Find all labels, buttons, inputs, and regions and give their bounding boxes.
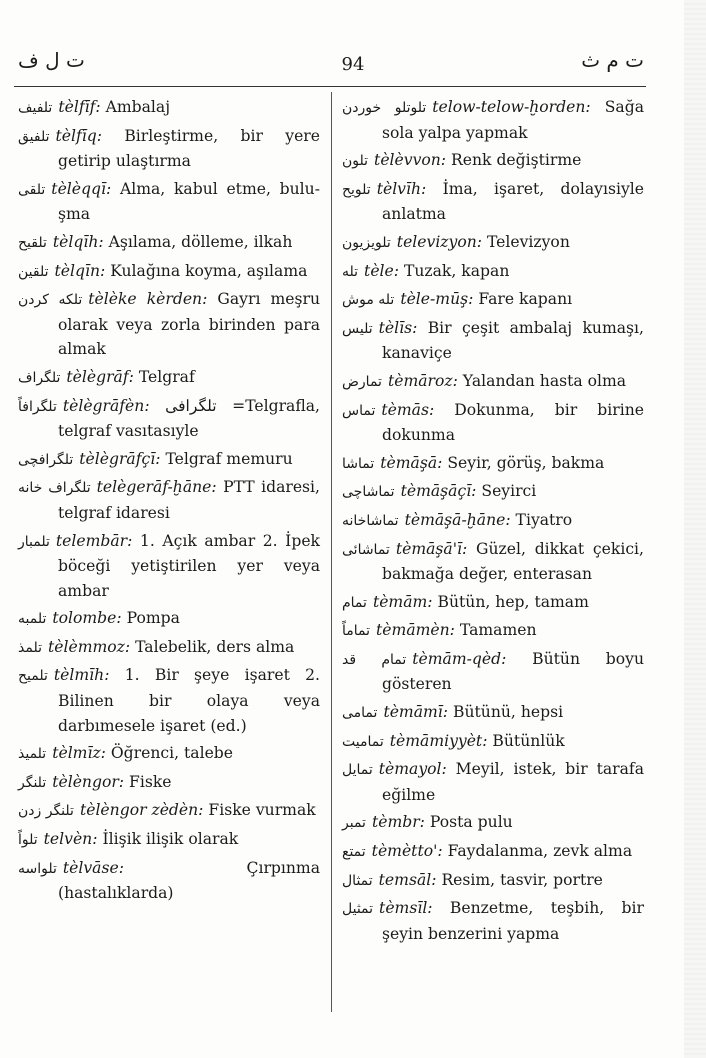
entry-definition: Telgraf memuru: [160, 449, 293, 468]
entry-arabic-script: تلفيق: [18, 128, 50, 145]
entry-arabic-script: تلون: [342, 153, 369, 170]
entry-definition: İlişik ilişik olarak: [97, 830, 239, 849]
entry-definition: Birleştirme, bir yere getirip ulaştırma: [58, 126, 320, 171]
entry-arabic-script: تمامى: [342, 705, 378, 722]
entry-headword: tèlèvvon:: [374, 151, 447, 170]
entry-definition: Fiske: [124, 772, 172, 791]
entry-definition: Pompa: [121, 609, 180, 628]
entry-headword: tèmāşā:: [380, 453, 443, 472]
entry-headword: tèlvāse:: [62, 858, 124, 877]
entry-arabic-script: تمام قد: [342, 651, 407, 668]
entry-arabic-script: تماس: [342, 402, 376, 419]
entry-arabic-script: تمايل: [342, 762, 373, 779]
entry-arabic-script: تلگرافچى: [18, 451, 74, 468]
dictionary-entry: [342, 177, 644, 227]
entry-headword: tèmās:: [381, 400, 435, 419]
dictionary-entry: [18, 529, 320, 604]
entry-headword: temsāl:: [378, 870, 437, 889]
entry-arabic-script: تلگراف خانه: [18, 480, 91, 497]
entry-headword: tolombe:: [52, 609, 122, 628]
entry-definition: 1. Açık ambar 2. İpek böceği yetiştirilen yer veya ambar: [58, 531, 320, 600]
entry-definition: Posta pulu: [424, 813, 513, 832]
entry-definition: Öğrenci, talebe: [105, 744, 234, 763]
entry-definition: Dokunma, bir birine dokunma: [382, 400, 644, 445]
entry-headword: telègerāf-ḫāne:: [96, 478, 217, 497]
dictionary-entry: [18, 663, 320, 738]
entry-headword: tèmāmiyyèt:: [389, 731, 488, 750]
entry-headword: televizyon:: [396, 232, 483, 251]
entry-definition: Güzel, dikkat çekici, bakmağa değer, enterasan: [382, 539, 644, 584]
entry-headword: tèlīs:: [378, 318, 418, 337]
dictionary-entry: [18, 230, 320, 256]
header-left-letters: ت ل ف: [18, 48, 85, 72]
dictionary-entry: [18, 856, 320, 906]
entry-headword: tèlmīz:: [52, 744, 106, 763]
header-right-letters: ت م ث: [581, 48, 644, 72]
entry-arabic-script: تمثال: [342, 872, 373, 889]
dictionary-entry: [342, 148, 644, 174]
entry-definition: Aşılama, dölleme, ilkah: [103, 232, 293, 251]
dictionary-entry: [18, 741, 320, 767]
entry-arabic-script: تلويزيون: [342, 234, 391, 251]
dictionary-entry: [342, 700, 644, 726]
entry-arabic-script: تله موش: [342, 292, 395, 309]
entry-definition: 1. Bir şeye işaret 2. Bilinen bir olaya veya darbımesele işaret (ed.): [58, 666, 320, 735]
entry-headword: tèmètto':: [371, 842, 443, 861]
entry-definition: Bütün boyu gösteren: [382, 649, 644, 694]
dictionary-entry: [342, 369, 644, 395]
dictionary-entry: [18, 475, 320, 525]
entry-headword: tèlègrāf:: [66, 367, 134, 386]
entry-arabic-script: تلويح: [342, 181, 371, 198]
entry-arabic-script: تلواً: [18, 832, 38, 849]
entry-arabic-script: تمارض: [342, 373, 382, 390]
dictionary-entry: [342, 618, 644, 644]
dictionary-entry: [18, 770, 320, 796]
entry-definition: Fiske vurmak: [203, 801, 316, 820]
entry-definition: Renk değiştirme: [446, 151, 582, 170]
dictionary-entry: [18, 95, 320, 121]
entry-arabic-script: تلنگر زدن: [18, 803, 74, 820]
entry-definition: Bütünü, hepsi: [448, 703, 564, 722]
dictionary-entry: [18, 394, 320, 444]
entry-definition: Yalandan hasta olma: [457, 371, 627, 390]
entry-headword: tèlèke kèrden:: [88, 290, 208, 309]
entry-headword: tèlmīh:: [53, 666, 110, 685]
dictionary-entry: [342, 868, 644, 894]
page-edge: [684, 0, 706, 1058]
entry-arabic-script: تلمبار: [18, 533, 50, 550]
entry-definition: Gayrı meşru olarak veya zorla birinden para almak: [58, 290, 321, 359]
dictionary-entry: [18, 606, 320, 632]
entry-arabic-script: تلقى: [18, 181, 46, 198]
dictionary-entry: [342, 810, 644, 836]
entry-arabic-script: تمام: [342, 594, 367, 611]
entry-arabic-script: تلقيح: [18, 234, 47, 251]
entry-definition: Sağa sola yalpa yapmak: [382, 98, 645, 142]
entry-definition: Benzetme, teşbih, bir şeyin benzerini yapma: [382, 899, 644, 943]
dictionary-entry: [342, 451, 644, 477]
entry-headword: tèmāşāçī:: [400, 482, 477, 501]
entry-definition: Televizyon: [482, 232, 570, 251]
entry-headword: tèmāmèn:: [376, 621, 455, 640]
entry-headword: tèlfīq:: [55, 126, 102, 145]
entry-headword: tèlèqqī:: [51, 179, 112, 198]
entry-arabic-script: تلميح: [18, 668, 48, 685]
entry-arabic-script: تلفيف: [18, 100, 53, 116]
entry-definition: Kulağına koyma, aşılama: [105, 261, 308, 280]
entry-headword: tèlfīf:: [58, 98, 101, 116]
entry-headword: telow-telow-ḫorden:: [432, 98, 591, 116]
entry-headword: tèmsīl:: [379, 899, 433, 918]
dictionary-entry: [342, 729, 644, 755]
entry-headword: tèlèmmoz:: [47, 637, 131, 656]
dictionary-entry: [342, 259, 644, 285]
dictionary-entry: [342, 479, 644, 505]
entry-headword: tèlègrāfèn:: [62, 396, 150, 415]
dictionary-entry: [18, 259, 320, 285]
entry-definition: Bütünlük: [487, 731, 565, 750]
entry-arabic-script: تماشا: [342, 455, 375, 472]
entry-arabic-script: تماميت: [342, 733, 384, 750]
column-divider: [331, 92, 332, 1012]
dictionary-entry: [18, 447, 320, 473]
entry-headword: tèmayol:: [378, 760, 447, 779]
entry-arabic-script: تلميذ: [18, 746, 47, 763]
entry-arabic-script: تله: [342, 263, 359, 280]
entry-headword: tèlqīh:: [52, 232, 104, 251]
entry-arabic-script: تلمبه: [18, 611, 47, 628]
entry-arabic-script: تلگراف: [18, 369, 61, 386]
entry-arabic-script: تماماً: [342, 623, 371, 640]
dictionary-entry: [18, 798, 320, 824]
entry-arabic-script: تلگرافاً: [18, 398, 57, 415]
entry-definition: Bir çeşit ambalaj kumaşı, kanaviçe: [382, 318, 644, 363]
entry-headword: telembār:: [55, 531, 133, 550]
entry-headword: tèlègrāfçī:: [79, 449, 161, 468]
entry-headword: tèlèngor zèdèn:: [79, 801, 204, 820]
entry-definition: Alma, kabul etme, buluşma: [58, 179, 320, 224]
dictionary-entry: [18, 827, 320, 853]
entry-headword: tèmbr:: [371, 813, 425, 832]
entry-definition: تلگرافى =Telgrafla, telgraf vasıtasıyle: [58, 396, 320, 441]
header-rule: [14, 86, 646, 87]
dictionary-entry: [18, 635, 320, 661]
dictionary-entry: [342, 537, 644, 587]
entry-arabic-script: تلمذ: [18, 639, 42, 656]
dictionary-entry: [342, 896, 644, 946]
dictionary-entry: [342, 398, 644, 448]
dictionary-entry: [18, 287, 320, 362]
entry-definition: Seyir, görüş, bakma: [442, 453, 605, 472]
entry-arabic-script: تلوتلو خوردن: [342, 100, 427, 116]
dictionary-entry: [18, 124, 320, 174]
entry-definition: Tiyatro: [510, 510, 573, 529]
entry-arabic-script: تماشاچى: [342, 484, 395, 501]
entry-headword: tèmām-qèd:: [412, 649, 507, 668]
entry-arabic-script: تماشاخانه: [342, 512, 399, 529]
entry-definition: Meyil, istek, bir tarafa eğilme: [382, 760, 644, 804]
entry-definition: PTT idaresi, telgraf idaresi: [58, 478, 320, 522]
entry-definition: Faydalanma, zevk alma: [442, 842, 633, 861]
entry-definition: Ambalaj: [100, 98, 171, 116]
dictionary-entry: [342, 590, 644, 616]
entry-definition: Resim, tasvir, portre: [436, 870, 603, 889]
entry-headword: tèmām:: [372, 592, 433, 611]
dictionary-entry: [342, 95, 644, 145]
dictionary-entry: [342, 757, 644, 807]
dictionary-entry: [18, 177, 320, 227]
entry-headword: tèlqīn:: [54, 261, 106, 280]
dictionary-entry: [342, 839, 644, 865]
dictionary-entry: [342, 287, 644, 313]
entry-headword: tèlvīh:: [376, 179, 427, 198]
entry-arabic-script: تلواسه: [18, 860, 57, 877]
entry-headword: tèmāroz:: [387, 371, 458, 390]
entry-definition: Talebelik, ders alma: [130, 637, 295, 656]
entry-definition: Bütün, hep, tamam: [432, 592, 589, 611]
entry-headword: tèlèngor:: [52, 772, 125, 791]
entry-arabic-script: تليس: [342, 320, 373, 337]
dictionary-entry: [342, 508, 644, 534]
entry-headword: tèmāmī:: [383, 703, 449, 722]
entry-headword: tèle-mūş:: [400, 290, 474, 309]
entry-arabic-script: تمتع: [342, 844, 366, 861]
entry-headword: tèle:: [364, 261, 400, 280]
page-number: 94: [341, 54, 365, 75]
entry-headword: tèmāşā-ḫāne:: [404, 510, 511, 529]
entry-definition: Çırpınma (hastalıklarda): [58, 858, 320, 903]
dictionary-entry: [342, 230, 644, 256]
entry-definition: Telgraf: [133, 367, 195, 386]
entry-arabic-script: تلقين: [18, 263, 49, 280]
right-column: [342, 95, 644, 946]
entry-arabic-script: تلنگر: [18, 774, 47, 791]
entry-arabic-script: تمبر: [342, 815, 366, 832]
left-column: [18, 95, 320, 906]
dictionary-entry: [342, 316, 644, 366]
entry-arabic-script: تلكه كردن: [18, 292, 83, 309]
dictionary-entry: [18, 365, 320, 391]
entry-headword: telvèn:: [43, 830, 98, 849]
entry-arabic-script: تمثيل: [342, 901, 374, 918]
entry-definition: İma, işaret, dolayısiyle anlatma: [382, 179, 644, 224]
entry-definition: Fare kapanı: [473, 290, 573, 309]
entry-definition: Seyirci: [476, 482, 537, 501]
entry-headword: tèmāşā'ī:: [395, 539, 468, 558]
entry-definition: Tuzak, kapan: [399, 261, 510, 280]
dictionary-entry: [342, 647, 644, 697]
entry-arabic-script: تماشائى: [342, 541, 390, 558]
entry-definition: Tamamen: [454, 621, 537, 640]
